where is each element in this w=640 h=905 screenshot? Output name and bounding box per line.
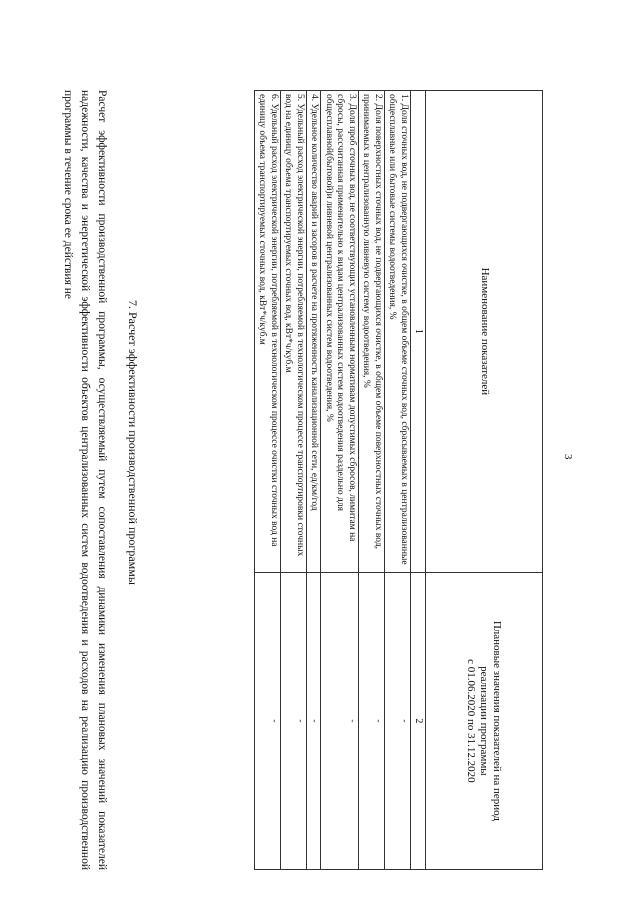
indicator-label: 6. Удельный расход электрической энергии, потребляемой в технологическом процессе очистки сточных вод на единицу объема транспортируемых сточных вод, кВт*ч/куб.м <box>255 91 281 573</box>
body-paragraph: Расчет эффективности производственной программы, осуществляемый путем сопоставления динамики изменения плановых значений показателей надежности, качества и энергетической эффективности объектов централизованных систем водоотведения и расходов на реализацию производственной программы в течение срока ее действия не <box>62 90 108 870</box>
page-number: 3 <box>562 454 574 460</box>
indicator-label: 4. Удельное количество аварий и засоров в расчете на протяженность канализационной сети, ед/км/год <box>307 91 322 573</box>
indicator-label: 5. Удельный расход электрической энергии, потребляемой в технологическом процессе транспортировки сточных вод на единицу объема транспортируемых сточных вод, кВт*ч/куб.м <box>281 91 307 573</box>
indicator-label: 3. Доля проб сточных вод, не соответствующих установленным нормативам допустимых сбросов, лимитам на сбросы, рассчитанная применительно к видам централизованных систем водоотведения раздельно для общесплавной(бытовой)и ливневой централизованных систем водоотведения, % <box>321 91 359 573</box>
header-value-line: с 01.06.2020 по 31.12.2020 <box>465 659 478 783</box>
table-row <box>321 91 359 870</box>
indicator-value: - <box>307 572 322 869</box>
indicator-value: - <box>321 572 359 869</box>
indicator-label: 2. Доля поверхностных сточных вод, не подвергающихся очистке, в общем объеме поверхностных сточных вод, принимаемых в централизованную ливневую систему водоотведения, % <box>359 91 385 573</box>
indicator-label: 1. Доля сточных вод, не подвергающихся очистке, в общем объеме сточных вод, сбрасываемых в централизованные общесплавные или бытовые системы водоотведения, % <box>385 91 411 573</box>
indicator-value: - <box>385 572 411 869</box>
header-value-line: Плановые значения показателей на период <box>491 620 504 821</box>
header-name-cell: Наименование показателей <box>426 91 543 573</box>
table-header-row <box>426 91 543 870</box>
column-number-row <box>411 91 426 870</box>
column-number: 2 <box>411 572 426 869</box>
table-row <box>255 91 281 870</box>
section-title: 7. Расчет эффективности производственной программы <box>126 300 140 585</box>
header-value-line: реализации программы <box>478 666 491 776</box>
column-number: 1 <box>411 91 426 573</box>
indicators-table <box>254 90 543 870</box>
indicator-value: - <box>255 572 281 869</box>
table-row <box>385 91 411 870</box>
table-row <box>281 91 307 870</box>
table-row <box>359 91 385 870</box>
indicator-value: - <box>281 572 307 869</box>
header-value-cell <box>426 572 543 869</box>
indicator-value: - <box>359 572 385 869</box>
table-row <box>307 91 322 870</box>
